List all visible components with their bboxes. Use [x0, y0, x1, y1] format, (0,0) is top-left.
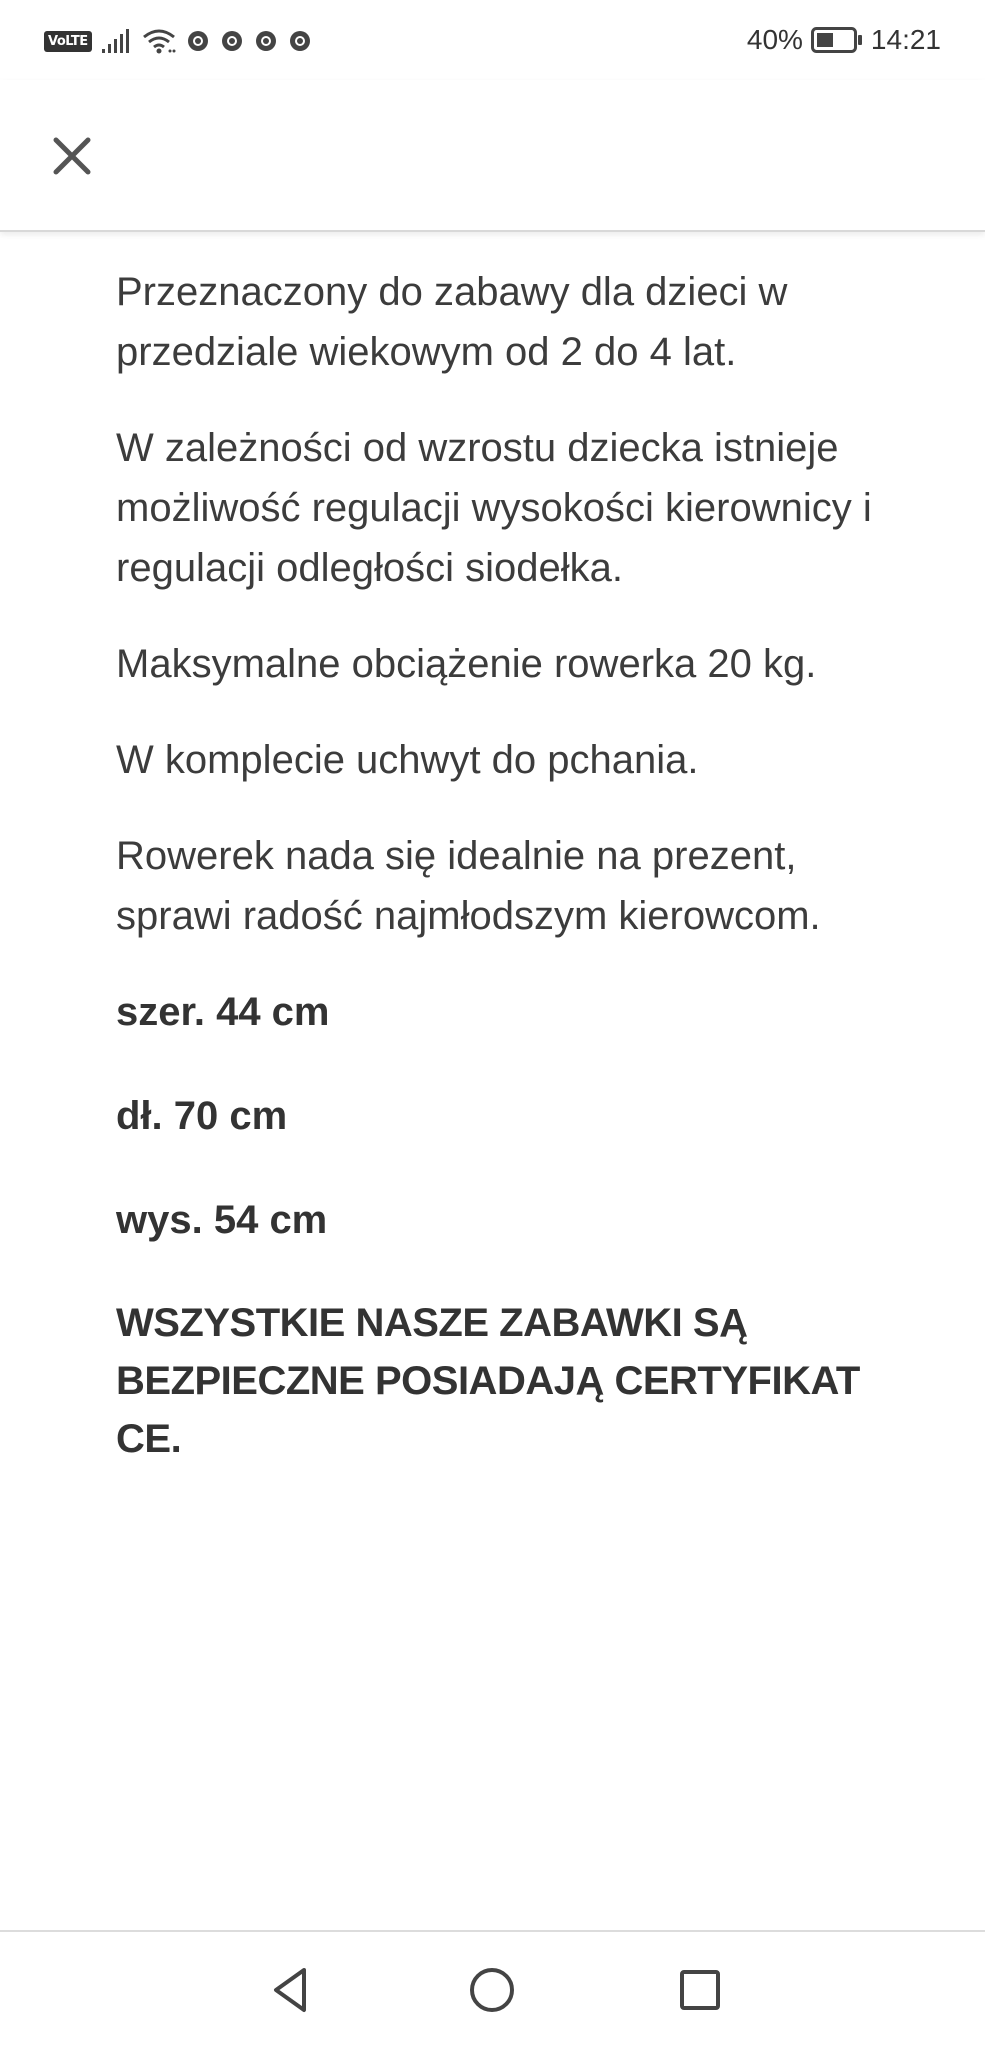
status-left-group [44, 24, 312, 58]
close-icon [44, 128, 100, 184]
product-description [116, 262, 896, 1504]
status-right-group [747, 22, 941, 58]
dimension-height: wys. 54 cm [116, 1198, 328, 1242]
description-paragraph: W komplecie uchwyt do pchania. [116, 738, 699, 782]
recents-square-icon [672, 1962, 728, 2018]
status-bar [0, 0, 985, 80]
wifi-icon [142, 28, 176, 54]
clock: 14:21 [870, 24, 941, 55]
recents-button[interactable] [672, 1962, 728, 2018]
back-triangle-icon [264, 1962, 320, 2018]
system-nav-bar [0, 1930, 985, 2050]
description-paragraph: W zależności od wzrostu dziecka istnieje możliwość regulacji wysokości kierownicy i regulacji odległości siodełka. [116, 426, 872, 590]
dimension-width: szer. 44 cm [116, 990, 330, 1034]
certificate-note: WSZYSTKIE NASZE ZABAWKI SĄ BEZPIECZNE POSIADAJĄ CERTYFIKAT CE. [116, 1301, 860, 1461]
signal-icon [102, 29, 132, 53]
chrome-icon [186, 29, 210, 53]
back-button[interactable] [264, 1962, 320, 2018]
description-paragraph: Rowerek nada się idealnie na prezent, sprawi radość najmłodszym kierowcom. [116, 834, 821, 938]
volte-badge: VoLTE [44, 31, 92, 52]
home-circle-icon [464, 1962, 520, 2018]
dimension-length: dł. 70 cm [116, 1094, 288, 1138]
chrome-icon [288, 29, 312, 53]
description-paragraph: Przeznaczony do zabawy dla dzieci w przedziale wiekowym od 2 do 4 lat. [116, 270, 788, 374]
description-paragraph: Maksymalne obciążenie rowerka 20 kg. [116, 642, 817, 686]
close-button[interactable] [44, 128, 100, 184]
home-button[interactable] [464, 1962, 520, 2018]
app-bar [0, 80, 985, 232]
battery-percent: 40% [746, 24, 803, 55]
chrome-icon [220, 29, 244, 53]
chrome-icon [254, 29, 278, 53]
battery-icon [811, 27, 863, 53]
